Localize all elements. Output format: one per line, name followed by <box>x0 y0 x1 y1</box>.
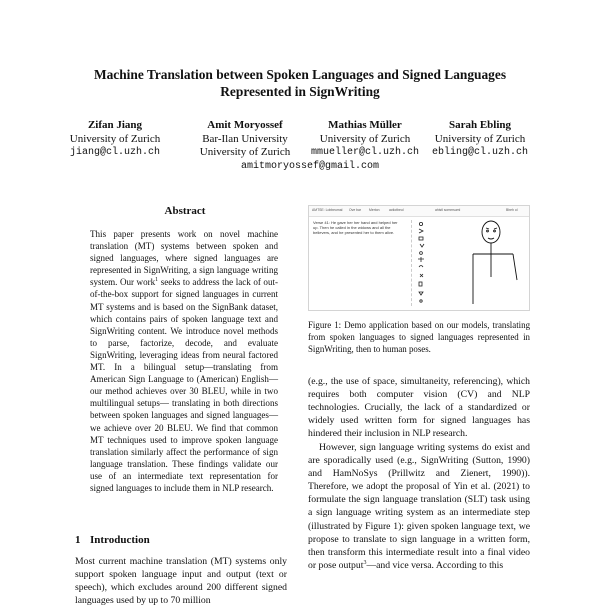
author-email: ebling@cl.uzh.ch <box>431 147 528 159</box>
sign-glyph <box>420 244 424 247</box>
author-email: mmueller@cl.uzh.ch <box>310 147 420 159</box>
toolbar-item[interactable]: Merton <box>369 208 380 212</box>
caption-text: Demo application based on our models, translating from spoken languages to signed languages represented in SignWriting, then to human poses. <box>308 320 531 355</box>
sign-glyph <box>419 237 423 240</box>
signwriting-column <box>411 220 440 306</box>
toolbar-item[interactable]: ahistl sommsuml <box>435 208 461 212</box>
author-name: Amit Moryossef <box>207 119 283 131</box>
pose-arm-right <box>513 254 517 280</box>
author-affiliation: University of Zurich <box>319 132 411 145</box>
toolbar-item[interactable]: Bheh ol <box>506 208 518 212</box>
author-affiliation-2: University of Zurich <box>199 146 291 159</box>
paragraph-text-a: However, sign language writing systems do exist and are sporadically used (e.g., SignWriting (Sutton, 1990) and HamNoSys (Prillwitz and Zienert, 1990)). Therefore, we adopt the proposal of Yin et al. (2021) to formulate the sign language translation (SLT) task using a sign language writing system as an intermediate step (illustrated by Figure 1): given spoken language text, we propose to translate to sign language in a written form, then transform this intermediate result into a final video or pose output <box>308 442 530 571</box>
author-name: Sarah Ebling <box>448 119 512 131</box>
author-affiliation: University of Zurich <box>69 132 161 145</box>
paragraph: (e.g., the use of space, simultaneity, referencing), which requires both computer vision (CV) and NLP technologies. Crucially, the lack of a standardized or widely used written form for signed languages has hindered their inclusion in NLP research. <box>308 376 530 440</box>
title-line-1: Machine Translation between Spoken Languages and Signed Languages <box>93 67 507 82</box>
pose-eye-left <box>487 230 489 232</box>
section-title: Introduction <box>90 534 150 546</box>
toolbar-item[interactable]: AMTSE: Lobbeumal <box>312 208 343 212</box>
section-heading <box>75 534 150 546</box>
paper-title <box>40 66 560 100</box>
paragraph-text-b: —and vice versa. According to this <box>366 559 504 571</box>
introduction-body <box>75 555 287 607</box>
pose-eye-right <box>494 230 496 232</box>
title-line-2: Represented in SignWriting <box>220 84 380 99</box>
author-block-2 <box>185 119 305 160</box>
introduction-paragraph: Most current machine translation (MT) systems only support spoken language input and output (text or speech), which excludes around 200 different signed languages used by up to 70 million <box>75 556 287 606</box>
section-number: 1 <box>75 534 81 546</box>
sign-glyph <box>420 252 423 255</box>
signwriting-glyphs <box>412 220 440 306</box>
caption-label: Figure 1: <box>308 320 342 330</box>
sign-glyph <box>418 257 424 262</box>
abstract-text-b: seeks to address the lack of out-of-the-box support for signed languages in current MT systems and is based on the SignBank dataset, which contains pairs of spoken language text and SignWriting content. We introduce novel methods to parse, factorize, decode, and evaluate SignWriting, leveraging ideas from neural factored MT. In a bilingual setup—translating from American Sign Language to (American) English—our method achieves over 30 BLEU, while in two multilingual setups— translating in both directions between spoken languages and signed languages—we achieve over 20 BLEU. We find that common MT techniques used to improve spoken language translation similarly affect the performance of sign language translation. These findings validate our use of an intermediate text representation for signed languages to include them in NLP research. <box>90 277 278 493</box>
author-email-extra: amitmoryossef@gmail.com <box>240 161 380 172</box>
author-affiliation: University of Zurich <box>434 132 526 145</box>
sign-glyph <box>419 292 423 295</box>
author-email: jiang@cl.uzh.ch <box>69 147 160 159</box>
figure-1-caption <box>308 319 530 356</box>
sign-glyph <box>419 222 422 225</box>
author-block-1 <box>60 119 170 160</box>
author-block-4 <box>420 119 540 160</box>
abstract-body <box>90 228 278 494</box>
sign-glyph <box>419 229 423 233</box>
sign-glyph <box>419 266 423 268</box>
toolbar-item[interactable]: actiotbeul <box>389 208 404 212</box>
demo-input-text[interactable]: Verse 41: He gave her her hand and helped her up. Then he called in the widows and all the believers, and he presented her to them alive. <box>313 220 398 236</box>
pose-head <box>482 221 500 243</box>
abstract-text-a: This paper presents work on novel machine translation (MT) systems between spoken and signed languages, where signed languages are represented in SignWriting, a sign language writing system. Our work <box>90 229 278 288</box>
figure-1 <box>308 205 530 311</box>
author-name: Zifan Jiang <box>87 119 143 131</box>
toolbar-item[interactable]: Ove bar <box>349 208 362 212</box>
footnote-marker: 3 <box>363 559 367 566</box>
pose-output <box>459 216 529 308</box>
author-block-3 <box>305 119 425 160</box>
pose-eyebrows <box>486 228 497 229</box>
sign-glyph <box>419 282 422 286</box>
paragraph <box>308 441 530 571</box>
abstract-heading: Abstract <box>164 205 206 217</box>
sign-glyph <box>420 300 422 302</box>
author-affiliation: Bar-Ilan University <box>202 132 288 145</box>
human-pose-figure <box>459 216 529 308</box>
footnote-marker: 1 <box>155 277 159 284</box>
right-column-body <box>308 375 530 572</box>
sign-glyph <box>420 274 423 277</box>
pose-mouth <box>488 238 494 239</box>
author-name: Mathias Müller <box>328 119 402 131</box>
